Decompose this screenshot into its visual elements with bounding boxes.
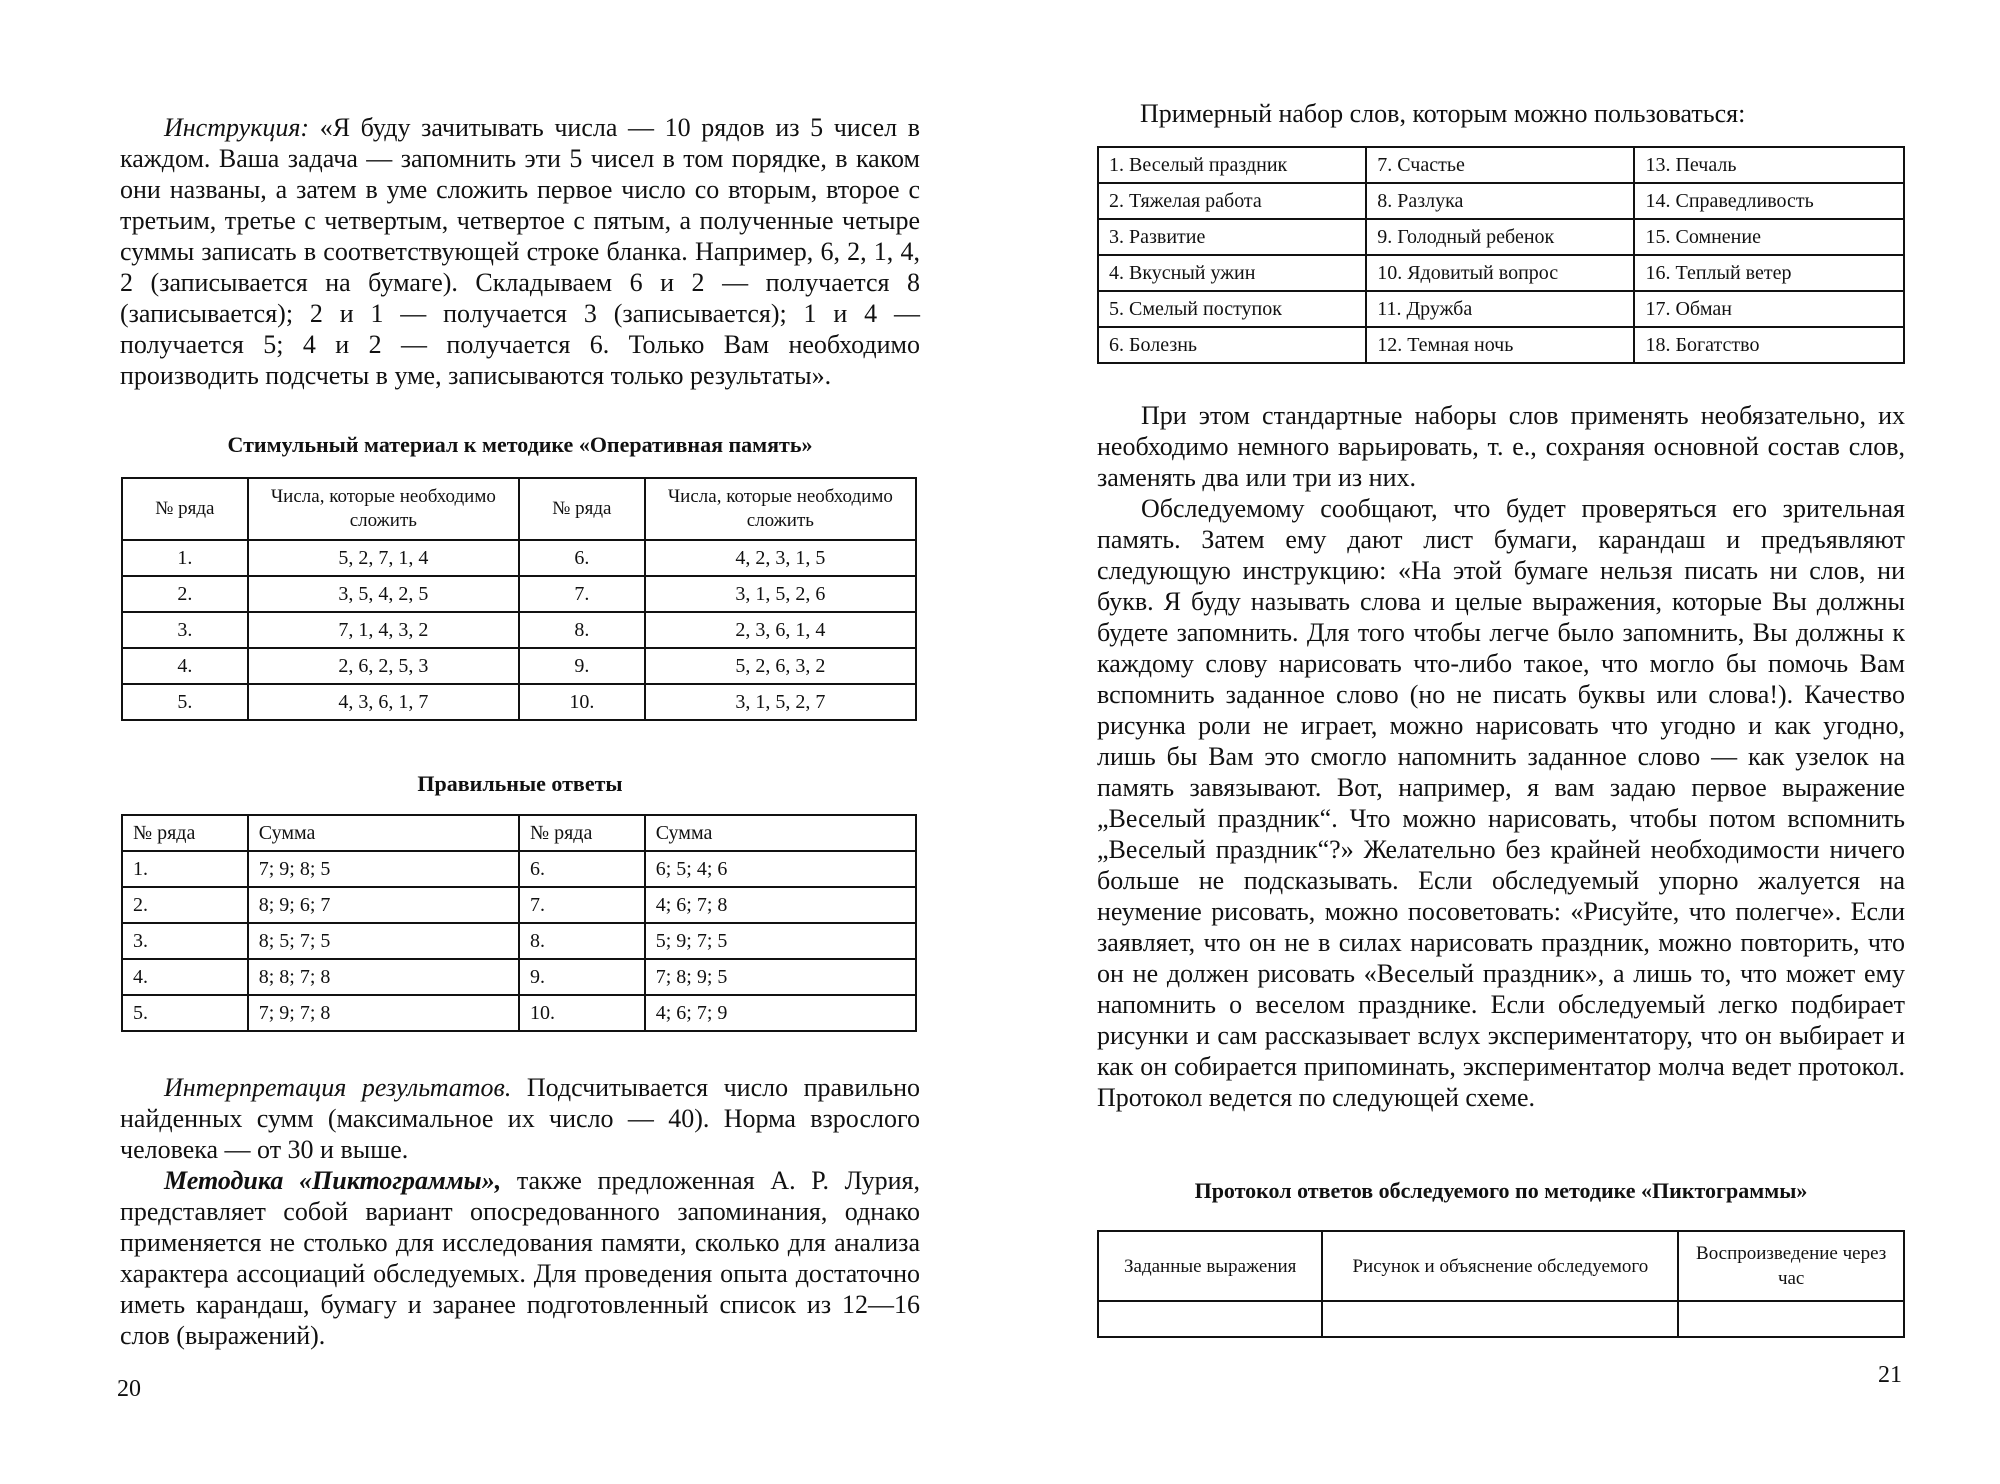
table-row	[122, 576, 916, 612]
table-row	[1098, 291, 1904, 327]
page-number-left: 20	[117, 1376, 141, 1402]
word-cell: 17. Обман	[1634, 291, 1904, 327]
table-row	[1098, 147, 1904, 183]
table-row	[122, 612, 916, 648]
word-cell: 18. Богатство	[1634, 327, 1904, 363]
header-cell: Заданные выражения	[1098, 1231, 1322, 1301]
table-cell: 8; 5; 7; 5	[248, 923, 519, 959]
table-row	[122, 923, 916, 959]
table-row	[1098, 183, 1904, 219]
table-cell: 1.	[122, 851, 248, 887]
header-cell: Воспроизведение через час	[1678, 1231, 1904, 1301]
word-cell: 14. Справедливость	[1634, 183, 1904, 219]
words-intro: Примерный набор слов, которым можно пользоваться:	[1140, 99, 1746, 128]
word-cell: 6. Болезнь	[1098, 327, 1366, 363]
table-cell: 3, 5, 4, 2, 5	[248, 576, 519, 612]
table-cell: 5, 2, 6, 3, 2	[645, 648, 916, 684]
table-row	[1098, 255, 1904, 291]
table-cell: 9.	[519, 959, 645, 995]
answers-table-header	[122, 815, 916, 851]
table-row	[122, 851, 916, 887]
table-cell: 4, 2, 3, 1, 5	[645, 540, 916, 576]
word-cell: 11. Дружба	[1366, 291, 1634, 327]
pictograms-paragraph	[120, 1165, 920, 1351]
instruction-text: «Я буду зачитывать числа — 10 рядов из 5 чисел в каждом. Ваша задача — запомнить эти 5 чисел в том порядке, в каком они названы, а затем в уме сложить первое число со вторым, второе с третьим, третье с четвертым, четвертое с пятым, а полученные четыре суммы записать в соответствующей строке бланка. Например, 6, 2, 1, 4, 2 (записывается на бумаге). Складываем 6 и 2 — получается 8 (записывается); 2 и 1 — получается 3 (записывается); 1 и 4 — получается 5; 4 и 2 — получается 6. Только Вам необходимо производить подсчеты в уме, записываются только результаты».	[120, 113, 920, 390]
table-row	[122, 887, 916, 923]
empty-cell	[1322, 1301, 1678, 1337]
table-row	[122, 648, 916, 684]
table-cell: 10.	[519, 995, 645, 1031]
word-cell: 4. Вкусный ужин	[1098, 255, 1366, 291]
table-cell: 4; 6; 7; 8	[645, 887, 916, 923]
header-cell: Сумма	[248, 815, 519, 851]
header-cell: Числа, которые необходимо сложить	[645, 478, 916, 540]
word-cell: 13. Печаль	[1634, 147, 1904, 183]
header-cell: № ряда	[519, 815, 645, 851]
table-cell: 5.	[122, 995, 248, 1031]
paragraph-2	[1097, 493, 1905, 1113]
table-cell: 10.	[519, 684, 645, 720]
word-cell: 2. Тяжелая работа	[1098, 183, 1366, 219]
protocol-table-title: Протокол ответов обследуемого по методике «Пиктограммы»	[1194, 1178, 1808, 1203]
table-row	[122, 684, 916, 720]
table-row	[1098, 327, 1904, 363]
table-row	[122, 959, 916, 995]
word-cell: 12. Темная ночь	[1366, 327, 1634, 363]
table-cell: 2, 3, 6, 1, 4	[645, 612, 916, 648]
table-cell: 6.	[519, 851, 645, 887]
table-cell: 5, 2, 7, 1, 4	[248, 540, 519, 576]
header-cell: Числа, которые необходимо сложить	[248, 478, 519, 540]
table-cell: 3, 1, 5, 2, 6	[645, 576, 916, 612]
header-cell: № ряда	[519, 478, 645, 540]
stimulus-table-header	[122, 478, 916, 540]
table-cell: 2, 6, 2, 5, 3	[248, 648, 519, 684]
table-cell: 4; 6; 7; 9	[645, 995, 916, 1031]
table-cell: 7; 9; 7; 8	[248, 995, 519, 1031]
answers-table	[121, 814, 917, 1032]
header-cell: № ряда	[122, 815, 248, 851]
table-cell: 3, 1, 5, 2, 7	[645, 684, 916, 720]
table-cell: 5; 9; 7; 5	[645, 923, 916, 959]
word-cell: 5. Смелый поступок	[1098, 291, 1366, 327]
words-table	[1097, 146, 1905, 364]
empty-cell	[1678, 1301, 1904, 1337]
pictograms-text: также предложенная А. Р. Лурия, представляет собой вариант опосредованного запоминания, однако применяется не столько для исследования памяти, сколько для анализа характера ассоциаций обследуемых. Для проведения опыта достаточно иметь карандаш, бумагу и заранее подготовленный список из 12—16 слов (выражений).	[120, 1166, 920, 1350]
paragraph-1-text: При этом стандартные наборы слов применять необязательно, их необходимо немного варьировать, т. е., сохраняя основной состав слов, заменять два или три из них.	[1097, 401, 1905, 492]
pictograms-label: Методика «Пиктограммы»,	[164, 1166, 502, 1195]
table-row	[122, 995, 916, 1031]
word-cell: 8. Разлука	[1366, 183, 1634, 219]
stimulus-table	[121, 477, 917, 721]
table-cell: 8.	[519, 923, 645, 959]
table-cell: 4.	[122, 959, 248, 995]
table-cell: 7; 9; 8; 5	[248, 851, 519, 887]
table-cell: 6.	[519, 540, 645, 576]
empty-cell	[1098, 1301, 1322, 1337]
table-cell: 5.	[122, 684, 248, 720]
word-cell: 16. Теплый ветер	[1634, 255, 1904, 291]
table-cell: 7; 8; 9; 5	[645, 959, 916, 995]
interpretation-text: Подсчитывается число правильно найденных сумм (максимальное их число — 40). Норма взрослого человека — от 30 и выше.	[120, 1073, 920, 1164]
table-cell: 2.	[122, 576, 248, 612]
table-cell: 3.	[122, 612, 248, 648]
table-cell: 7, 1, 4, 3, 2	[248, 612, 519, 648]
table-cell: 8; 8; 7; 8	[248, 959, 519, 995]
word-cell: 1. Веселый праздник	[1098, 147, 1366, 183]
header-cell: Рисунок и объяснение обследуемого	[1322, 1231, 1678, 1301]
word-cell: 7. Счастье	[1366, 147, 1634, 183]
table-cell: 6; 5; 4; 6	[645, 851, 916, 887]
header-cell: Сумма	[645, 815, 916, 851]
table-row	[1098, 1301, 1904, 1337]
table-cell: 7.	[519, 887, 645, 923]
table-cell: 9.	[519, 648, 645, 684]
protocol-table	[1097, 1230, 1905, 1338]
word-cell: 3. Развитие	[1098, 219, 1366, 255]
table-cell: 8.	[519, 612, 645, 648]
paragraph-2-text: Обследуемому сообщают, что будет проверяться его зрительная память. Затем ему дают лист бумаги, карандаш и предъявляют следующую инструкцию: «На этой бумаге нельзя писать ни слов, ни букв. Я буду называть слова и целые выражения, которые Вы должны будете запомнить. Для того чтобы легче было запомнить, Вы должны к каждому слову нарисовать что-либо такое, что могло бы помочь Вам вспомнить заданное слово (но не писать буквы или слова!). Качество рисунка роли не играет, можно нарисовать что угодно и как угодно, лишь бы Вам это смогло напомнить заданное слово — как узелок на память завязывают. Вот, например, я вам задаю первое выражение „Веселый праздник“. Что можно нарисовать, чтобы потом вспомнить „Веселый праздник“?» Желательно без крайней необходимости ничего больше не подсказывать. Если обследуемый упорно жалуется на неумение рисовать, можно посоветовать: «Рисуйте, что полегче». Если заявляет, что он не в силах нарисовать праздник, можно повторить, что он не должен рисовать «Веселый праздник», а лишь то, что может ему напомнить о веселом празднике. Если обследуемый легко подбирает рисунки и сам рассказывает вслух экспериментатору, что он выбирает и как он собирается припоминать, экспериментатор молча ведет протокол. Протокол ведется по следующей схеме.	[1097, 494, 1905, 1112]
table-cell: 4, 3, 6, 1, 7	[248, 684, 519, 720]
stimulus-table-title: Стимульный материал к методике «Оперативная память»	[227, 432, 813, 457]
table-cell: 8; 9; 6; 7	[248, 887, 519, 923]
header-cell: № ряда	[122, 478, 248, 540]
table-row	[1098, 219, 1904, 255]
interpretation-label: Интерпретация результатов.	[164, 1073, 512, 1102]
table-cell: 4.	[122, 648, 248, 684]
answers-table-title: Правильные ответы	[417, 771, 623, 796]
table-cell: 1.	[122, 540, 248, 576]
instruction-label: Инструкция:	[164, 113, 310, 142]
page-number-right: 21	[1878, 1362, 1902, 1388]
word-cell: 9. Голодный ребенок	[1366, 219, 1634, 255]
table-cell: 7.	[519, 576, 645, 612]
table-row	[122, 540, 916, 576]
paragraph-1	[1097, 400, 1905, 493]
word-cell: 15. Сомнение	[1634, 219, 1904, 255]
protocol-table-header	[1098, 1231, 1904, 1301]
table-cell: 3.	[122, 923, 248, 959]
interpretation-paragraph	[120, 1072, 920, 1165]
word-cell: 10. Ядовитый вопрос	[1366, 255, 1634, 291]
instruction-paragraph	[120, 112, 920, 391]
table-cell: 2.	[122, 887, 248, 923]
